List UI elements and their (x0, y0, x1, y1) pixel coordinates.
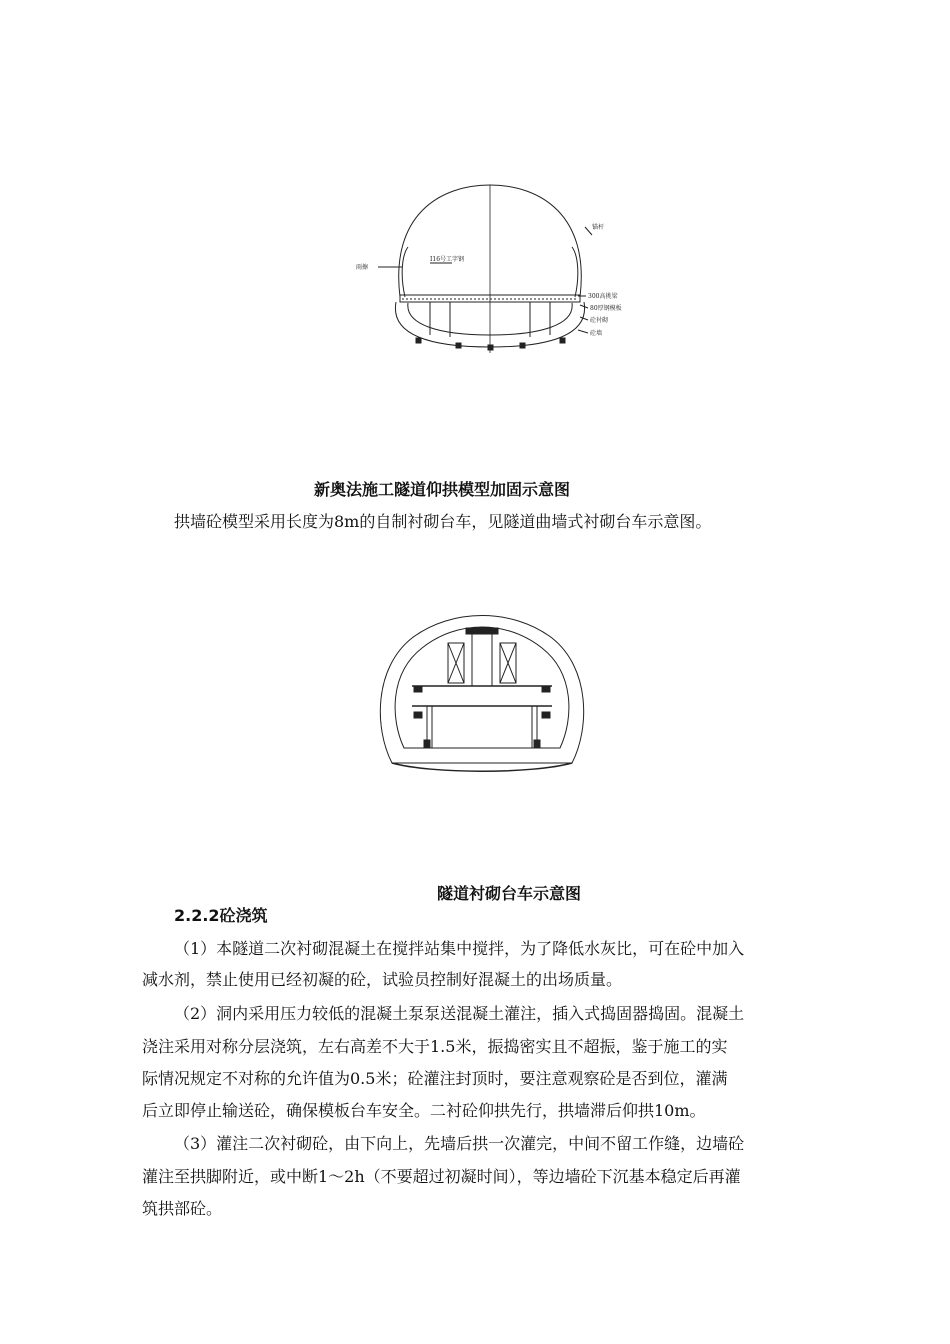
intro-paragraph: 拱墙砼模型采用长度为8m的自制衬砌台车，见隧道曲墙式衬砌台车示意图。 (174, 512, 712, 531)
lining-trolley-diagram (372, 608, 592, 778)
p3-line-1: （3）灌注二次衬砌砼，由下向上，先墙后拱一次灌完，中间不留工作缝，边墙砼 (174, 1134, 745, 1153)
section-heading: 2.2.2砼浇筑 (174, 906, 268, 925)
figure2-caption: 隧道衬砌台车示意图 (437, 884, 582, 903)
p2-line-3: 际情况规定不对称的允许值为0.5米；砼灌注封顶时，要注意观察砼是否到位，灌满 (142, 1069, 728, 1088)
label-plank: 300高挑梁 (588, 293, 618, 300)
p1-line-1: （1）本隧道二次衬砌混凝土在搅拌站集中搅拌，为了降低水灰比，可在砼中加入 (174, 939, 745, 958)
label-lining: 砼衬砌 (590, 317, 609, 324)
p2-line-4: 后立即停止输送砼，确保模板台车安全。二衬砼仰拱先行，拱墙滞后仰拱10m。 (142, 1101, 706, 1120)
p1-line-2: 减水剂，禁止使用已经初凝的砼，试验员控制好混凝土的出场质量。 (142, 970, 623, 989)
tunnel-outer-ring (380, 616, 583, 764)
label-steel: I16号工字钢 (430, 256, 465, 263)
figure1-caption: 新奥法施工隧道仰拱模型加固示意图 (314, 480, 571, 499)
label-anchor: 锚杆 (592, 224, 605, 231)
p2-line-2: 浇注采用对称分层浇筑，左右高差不大于1.5米，振捣密实且不超振，鉴于施工的实 (142, 1037, 728, 1056)
tunnel-arch-reinforcement-diagram (330, 175, 630, 360)
p2-line-1: （2）洞内采用压力较低的混凝土泵泵送混凝土灌注，插入式捣固器捣固。混凝土 (174, 1004, 745, 1023)
p3-line-2: 灌注至拱脚附近，或中断1～2h（不要超过初凝时间），等边墙砼下沉基本稳定后再灌 (142, 1167, 741, 1186)
label-spray: 雨擦 (356, 264, 369, 271)
label-wall: 砼墙 (590, 330, 603, 337)
p3-line-3: 筑拱部砼。 (142, 1199, 223, 1218)
label-formwork: 80厚钢模板 (590, 305, 622, 312)
